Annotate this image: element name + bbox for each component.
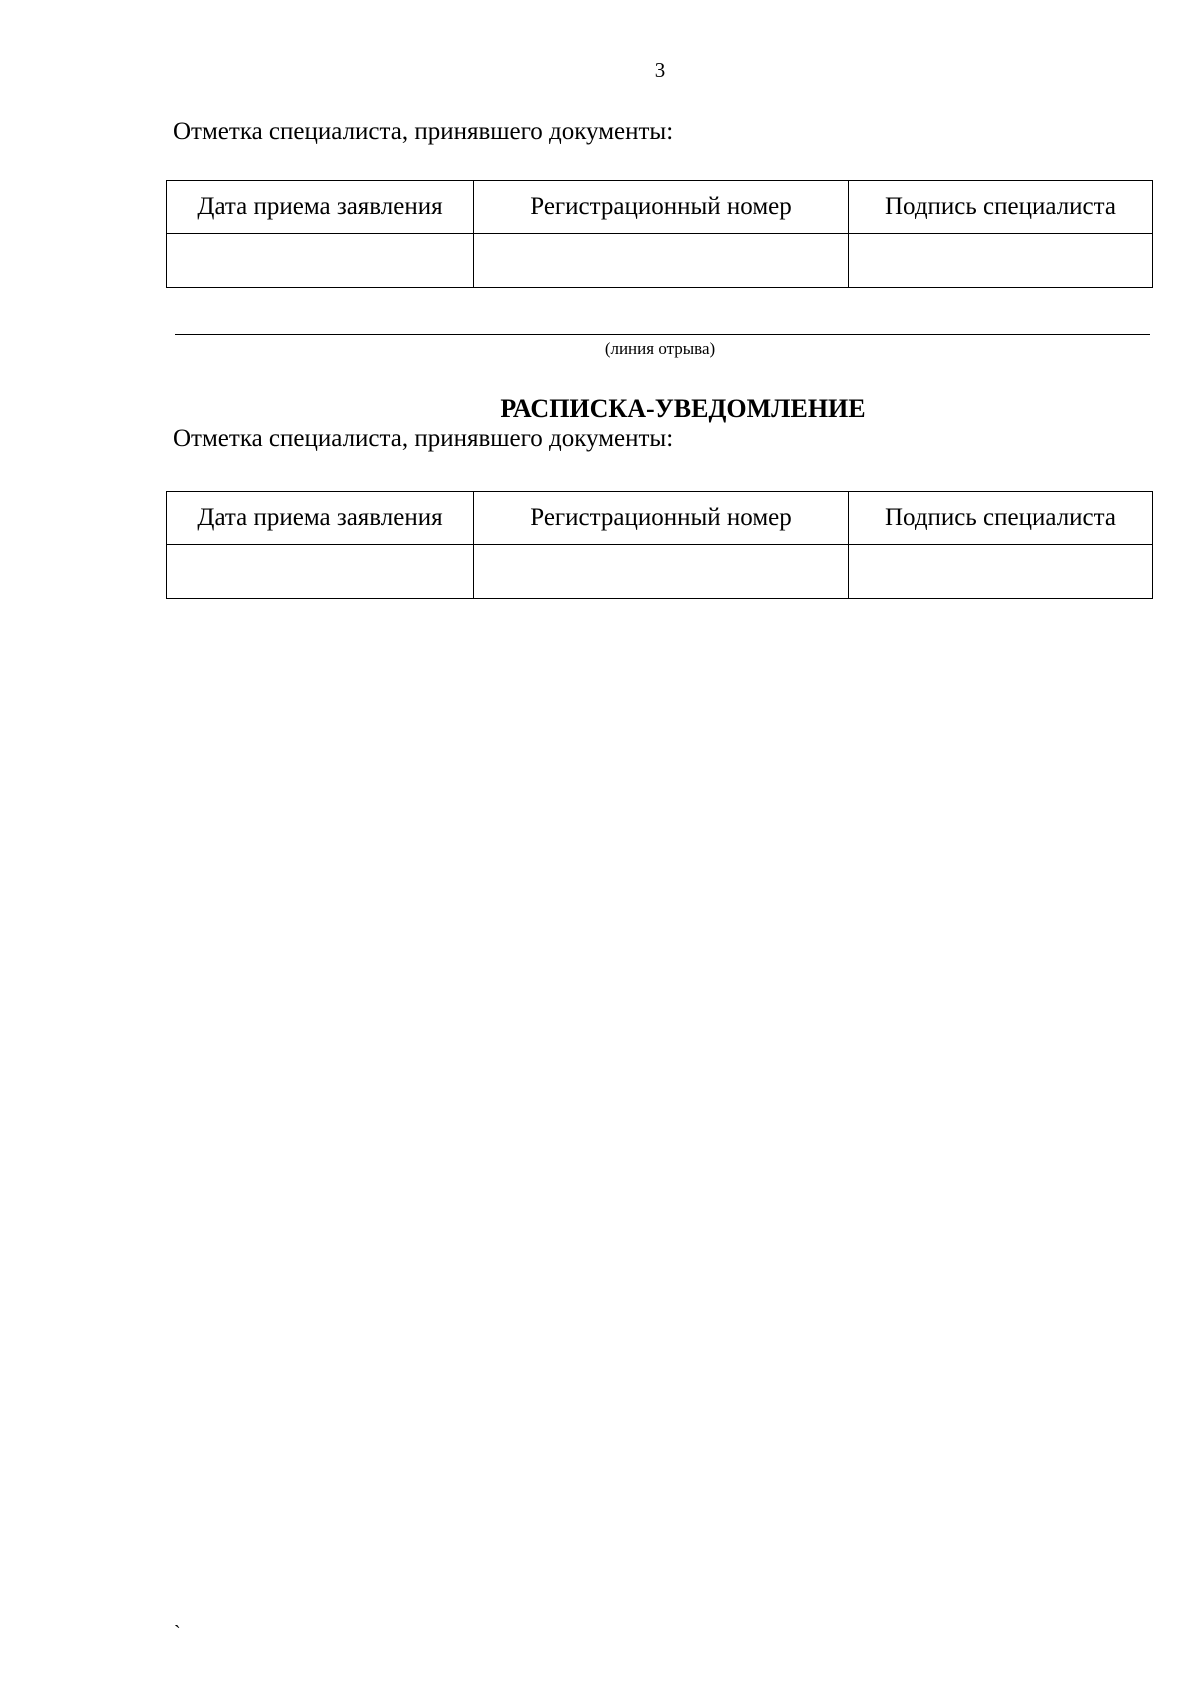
tear-off-line [175,334,1150,335]
cell-specialist-signature[interactable] [849,234,1153,288]
table-row [167,234,1153,288]
cell-specialist-signature[interactable] [849,545,1153,599]
tear-off-caption: (линия отрыва) [604,339,716,358]
specialist-mark-label: Отметка специалиста, принявшего документы: [173,118,674,145]
receipt-table [166,491,1153,599]
table-header-row [167,492,1153,545]
header-registration-number: Регистрационный номер [474,181,849,234]
header-specialist-signature: Подпись специалиста [849,492,1153,545]
cell-registration-number[interactable] [474,234,849,288]
footer-mark: ` [174,1622,181,1644]
receipt-title: РАСПИСКА-УВЕДОМЛЕНИЕ [500,394,866,423]
header-date-received: Дата приема заявления [167,181,474,234]
table-header-row [167,181,1153,234]
acceptance-table [166,180,1153,288]
header-specialist-signature: Подпись специалиста [849,181,1153,234]
header-date-received: Дата приема заявления [167,492,474,545]
cell-date-received[interactable] [167,234,474,288]
table-row [167,545,1153,599]
specialist-mark-label: Отметка специалиста, принявшего документы: [173,425,674,452]
cell-date-received[interactable] [167,545,474,599]
page-number: 3 [654,58,666,82]
cell-registration-number[interactable] [474,545,849,599]
header-registration-number: Регистрационный номер [474,492,849,545]
